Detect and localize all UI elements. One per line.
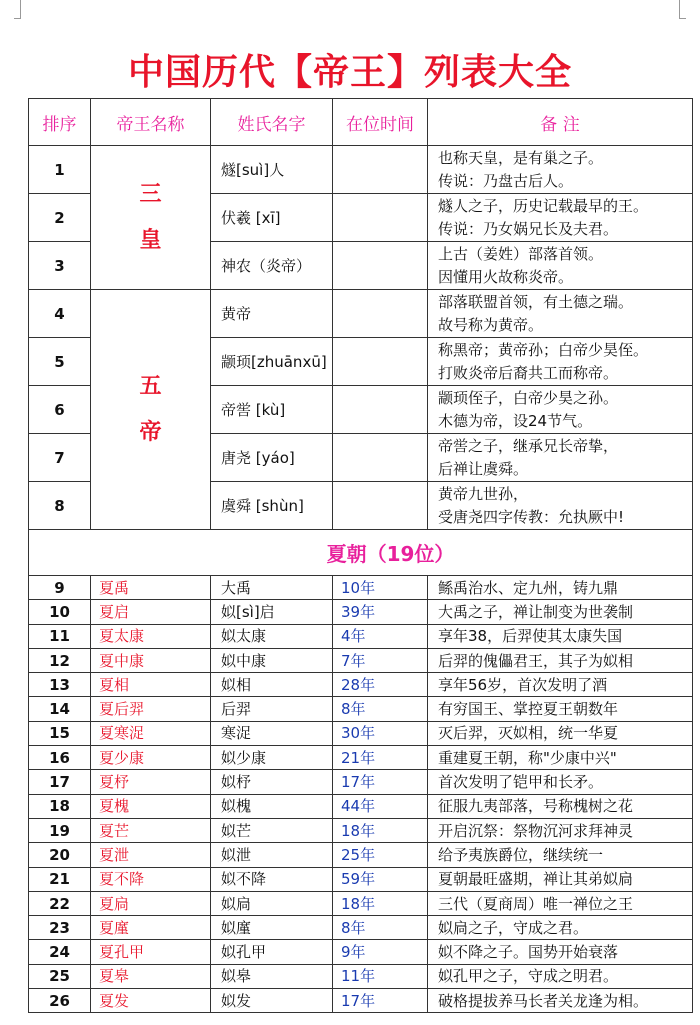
ruler-name: 姒杼 — [211, 770, 333, 794]
row-number: 22 — [29, 891, 91, 915]
ruler-note: 鲧禹治水、定九州，铸九鼎 — [428, 576, 693, 600]
note-line: 传说：乃女娲兄长及夫君。 — [438, 219, 619, 238]
ruler-note: 姒孔甲之子，守成之明君。 — [428, 964, 693, 988]
note-line: 黄帝九世孙， — [438, 484, 529, 503]
ruler-title: 夏杼 — [91, 770, 211, 794]
reign-length: 21年 — [333, 746, 428, 770]
emperor-table — [28, 98, 693, 1013]
note-line: 上古（姜姓）部落首领。 — [438, 244, 604, 263]
ruler-note: 重建夏王朝，称"少康中兴" — [428, 746, 693, 770]
ruler-name: 唐尧 [yáo] — [211, 434, 333, 482]
ruler-title: 夏禹 — [91, 576, 211, 600]
reign-length — [333, 386, 428, 434]
ruler-name: 姒中康 — [211, 648, 333, 672]
table-row — [29, 843, 693, 867]
ruler-note — [428, 194, 693, 242]
header-reign-length: 在位时间 — [333, 99, 428, 146]
row-number: 24 — [29, 940, 91, 964]
ruler-note — [428, 242, 693, 290]
reign-length: 10年 — [333, 576, 428, 600]
ruler-name: 姒相 — [211, 673, 333, 697]
row-number: 20 — [29, 843, 91, 867]
row-number: 7 — [29, 434, 91, 482]
reign-length — [333, 434, 428, 482]
header-order: 排序 — [29, 99, 91, 146]
ruler-note — [428, 482, 693, 530]
ruler-note: 三代（夏商周）唯一禅位之王 — [428, 891, 693, 915]
ruler-name: 姒孔甲 — [211, 940, 333, 964]
ruler-name: 帝喾 [kù] — [211, 386, 333, 434]
ruler-title: 夏寒浞 — [91, 721, 211, 745]
reign-length: 8年 — [333, 916, 428, 940]
group-char: 三 — [139, 181, 162, 207]
table-row — [29, 940, 693, 964]
xia-section-title: 夏朝（19位） — [326, 542, 455, 566]
ruler-note: 征服九夷部落，号称槐树之花 — [428, 794, 693, 818]
reign-length — [333, 290, 428, 338]
table-row — [29, 794, 693, 818]
row-number: 3 — [29, 242, 91, 290]
group-char: 皇 — [139, 227, 162, 253]
ruler-note: 有穷国王、掌控夏王朝数年 — [428, 697, 693, 721]
row-number: 9 — [29, 576, 91, 600]
row-number: 13 — [29, 673, 91, 697]
early-rulers-body — [29, 146, 693, 530]
ruler-note: 给予夷族爵位，继续统一 — [428, 843, 693, 867]
reign-length: 25年 — [333, 843, 428, 867]
ruler-name: 伏羲 [xī] — [211, 194, 333, 242]
xia-rulers-body — [29, 576, 693, 1013]
row-number: 25 — [29, 964, 91, 988]
reign-length — [333, 482, 428, 530]
row-number: 11 — [29, 624, 91, 648]
ruler-name: 寒浞 — [211, 721, 333, 745]
ruler-note — [428, 290, 693, 338]
reign-length: 39年 — [333, 600, 428, 624]
row-number: 26 — [29, 989, 91, 1013]
page-corner-mark-right — [679, 0, 686, 19]
ruler-title: 夏相 — [91, 673, 211, 697]
xia-section-row — [29, 530, 693, 576]
reign-length: 30年 — [333, 721, 428, 745]
row-number: 5 — [29, 338, 91, 386]
reign-length: 9年 — [333, 940, 428, 964]
ruler-title: 夏泄 — [91, 843, 211, 867]
ruler-note — [428, 338, 693, 386]
row-number: 15 — [29, 721, 91, 745]
page-corner-mark-left — [14, 0, 21, 19]
ruler-title: 夏中康 — [91, 648, 211, 672]
reign-length: 18年 — [333, 891, 428, 915]
table-row — [29, 721, 693, 745]
ruler-note — [428, 386, 693, 434]
ruler-title: 夏后羿 — [91, 697, 211, 721]
ruler-note: 大禹之子，禅让制变为世袭制 — [428, 600, 693, 624]
row-number: 2 — [29, 194, 91, 242]
row-number: 8 — [29, 482, 91, 530]
header-ruler-title: 帝王名称 — [91, 99, 211, 146]
reign-length: 7年 — [333, 648, 428, 672]
ruler-title: 夏扃 — [91, 891, 211, 915]
reign-length: 44年 — [333, 794, 428, 818]
note-line: 燧人之子，历史记载最早的王。 — [438, 196, 649, 215]
ruler-title: 夏少康 — [91, 746, 211, 770]
row-number: 12 — [29, 648, 91, 672]
ruler-note: 开启沉祭：祭物沉河求拜神灵 — [428, 818, 693, 842]
ruler-title: 夏太康 — [91, 624, 211, 648]
group-char: 五 — [139, 373, 162, 399]
ruler-name: 姒槐 — [211, 794, 333, 818]
note-line: 也称天皇，是有巢之子。 — [438, 148, 604, 167]
xia-section — [29, 530, 693, 576]
note-line: 受唐尧四字传教：允执厥中! — [438, 507, 625, 526]
ruler-name: 姒[sì]启 — [211, 600, 333, 624]
note-line: 颛顼侄子，白帝少昊之孙。 — [438, 388, 619, 407]
note-line: 打败炎帝后裔共工而称帝。 — [438, 363, 619, 382]
table-row — [29, 746, 693, 770]
table-row — [29, 989, 693, 1013]
row-number: 23 — [29, 916, 91, 940]
ruler-name: 神农（炎帝） — [211, 242, 333, 290]
note-line: 因懂用火故称炎帝。 — [438, 267, 574, 286]
table-row — [29, 867, 693, 891]
ruler-name: 姒少康 — [211, 746, 333, 770]
reign-length — [333, 146, 428, 194]
table-row — [29, 624, 693, 648]
table-row — [29, 648, 693, 672]
row-number: 19 — [29, 818, 91, 842]
reign-length: 18年 — [333, 818, 428, 842]
ruler-name: 大禹 — [211, 576, 333, 600]
ruler-name: 姒太康 — [211, 624, 333, 648]
ruler-name: 燧[suì]人 — [211, 146, 333, 194]
ruler-name: 姒发 — [211, 989, 333, 1013]
table-row — [29, 576, 693, 600]
ruler-title: 夏发 — [91, 989, 211, 1013]
table-row — [29, 916, 693, 940]
table-row — [29, 673, 693, 697]
row-number: 10 — [29, 600, 91, 624]
ruler-name: 姒泄 — [211, 843, 333, 867]
reign-length: 17年 — [333, 989, 428, 1013]
ruler-note: 享年56岁，首次发明了酒 — [428, 673, 693, 697]
note-line: 后禅让虞舜。 — [438, 459, 529, 478]
ruler-name: 黄帝 — [211, 290, 333, 338]
row-number: 16 — [29, 746, 91, 770]
reign-length: 28年 — [333, 673, 428, 697]
ruler-title: 夏启 — [91, 600, 211, 624]
group-char: 帝 — [139, 419, 162, 445]
row-number: 6 — [29, 386, 91, 434]
ruler-name: 后羿 — [211, 697, 333, 721]
note-line: 称黑帝；黄帝孙；白帝少昊侄。 — [438, 340, 649, 359]
note-line: 帝喾之子，继承兄长帝挚， — [438, 436, 619, 455]
ruler-name: 虞舜 [shùn] — [211, 482, 333, 530]
ruler-note: 破格提拔养马长者关龙逢为相。 — [428, 989, 693, 1013]
reign-length: 17年 — [333, 770, 428, 794]
row-number: 17 — [29, 770, 91, 794]
ruler-name: 颛顼[zhuānxū] — [211, 338, 333, 386]
ruler-note — [428, 434, 693, 482]
ruler-note: 灭后羿，灭姒相，统一华夏 — [428, 721, 693, 745]
ruler-note: 姒扃之子，守成之君。 — [428, 916, 693, 940]
header-notes: 备 注 — [428, 99, 693, 146]
reign-length: 11年 — [333, 964, 428, 988]
note-line: 部落联盟首领，有土德之瑞。 — [438, 292, 634, 311]
group-label-wudi — [91, 290, 211, 530]
ruler-name: 姒皋 — [211, 964, 333, 988]
table-row — [29, 146, 693, 194]
ruler-name: 姒不降 — [211, 867, 333, 891]
header-personal-name: 姓氏名字 — [211, 99, 333, 146]
ruler-title: 夏槐 — [91, 794, 211, 818]
ruler-note — [428, 146, 693, 194]
ruler-note: 后羿的傀儡君王，其子为姒相 — [428, 648, 693, 672]
table-row — [29, 290, 693, 338]
table-row — [29, 891, 693, 915]
page-title: 中国历代【帝王】列表大全 — [127, 52, 572, 93]
group-label-sanhuang — [91, 146, 211, 290]
row-number: 14 — [29, 697, 91, 721]
reign-length: 59年 — [333, 867, 428, 891]
ruler-name: 姒扃 — [211, 891, 333, 915]
header-row — [29, 99, 693, 146]
row-number: 4 — [29, 290, 91, 338]
ruler-title: 夏不降 — [91, 867, 211, 891]
note-line: 故号称为黄帝。 — [438, 315, 544, 334]
table-row — [29, 697, 693, 721]
ruler-note: 夏朝最旺盛期，禅让其弟姒扃 — [428, 867, 693, 891]
reign-length — [333, 194, 428, 242]
ruler-note: 首次发明了铠甲和长矛。 — [428, 770, 693, 794]
reign-length — [333, 338, 428, 386]
ruler-note: 姒不降之子。国势开始衰落 — [428, 940, 693, 964]
row-number: 1 — [29, 146, 91, 194]
reign-length — [333, 242, 428, 290]
table-row — [29, 600, 693, 624]
reign-length: 4年 — [333, 624, 428, 648]
ruler-title: 夏孔甲 — [91, 940, 211, 964]
ruler-title: 夏芒 — [91, 818, 211, 842]
note-line: 木德为帝，设24节气。 — [438, 411, 593, 430]
reign-length: 8年 — [333, 697, 428, 721]
table-row — [29, 818, 693, 842]
note-line: 传说：乃盘古后人。 — [438, 171, 574, 190]
ruler-note: 享年38，后羿使其太康失国 — [428, 624, 693, 648]
ruler-title: 夏廑 — [91, 916, 211, 940]
row-number: 21 — [29, 867, 91, 891]
ruler-title: 夏皋 — [91, 964, 211, 988]
row-number: 18 — [29, 794, 91, 818]
table-row — [29, 964, 693, 988]
table-row — [29, 770, 693, 794]
ruler-name: 姒芒 — [211, 818, 333, 842]
ruler-name: 姒廑 — [211, 916, 333, 940]
